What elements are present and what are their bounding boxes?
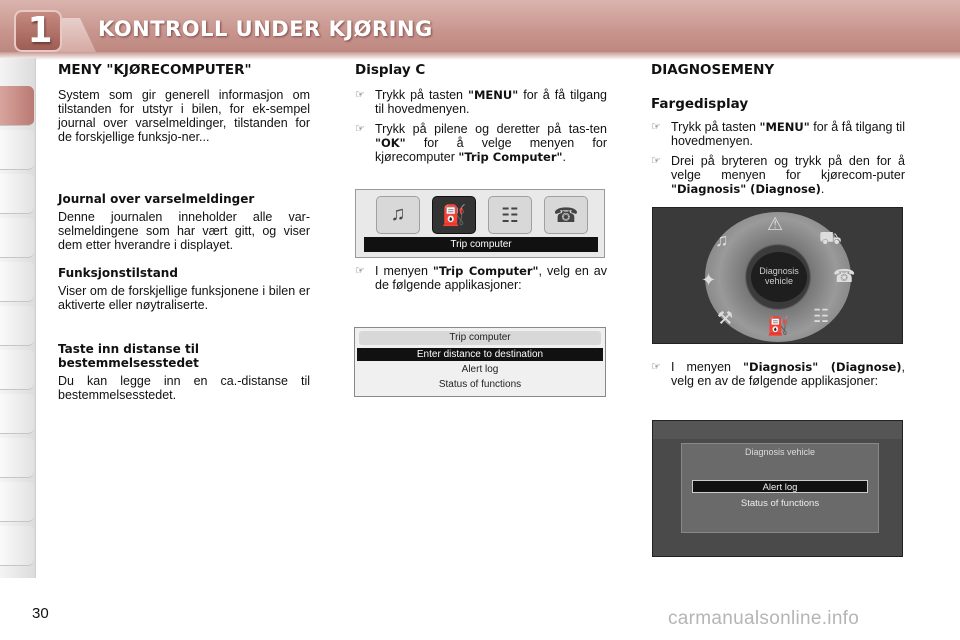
side-tab-1[interactable] [0, 86, 34, 126]
menu-settings-tile [488, 196, 532, 234]
trip-computer-menu-screen [354, 327, 606, 397]
display-c-selected-label: Trip computer [364, 237, 598, 252]
step2-ok-key: "OK" [375, 136, 406, 150]
diag-step3-diagnosis: "Diagnosis" (Diagnose) [743, 360, 902, 374]
diag-step3-text-b: , velg en av de følgende applikasjoner: [671, 360, 905, 388]
side-tab-10[interactable] [0, 482, 34, 522]
trip-menu-title: Trip computer [359, 331, 601, 345]
step2-text-a: Trykk på pilene og deretter på tas-ten [375, 122, 607, 136]
menu-fuel-tile [432, 196, 476, 234]
display-c-step-3 [355, 264, 607, 292]
side-tab-7[interactable] [0, 350, 34, 390]
step2-text-c: . [562, 150, 566, 164]
side-tab-4[interactable] [0, 218, 34, 258]
function-status-text: Viser om de forskjellige funksjonene i bilen er aktiverte eller nøytraliserte. [58, 284, 310, 312]
distance-title-line1: Taste inn distanse til [58, 342, 199, 356]
step2-text-b: for å velge menyen for kjørecomputer [375, 136, 607, 164]
diag-menu-item-status: Status of functions [740, 498, 820, 509]
diagnosis-menu-screen [652, 420, 903, 557]
side-tab-9[interactable] [0, 438, 34, 478]
wheel-center-label [751, 252, 807, 302]
diag-step1-text-a: Trykk på tasten [671, 120, 760, 134]
column-display-c [355, 62, 607, 170]
side-tab-2[interactable] [0, 130, 34, 170]
col1-heading: MENY "KJØRECOMPUTER" [58, 62, 252, 78]
menu-media-tile [376, 196, 420, 234]
col2-heading: Display C [355, 62, 426, 78]
pointing-hand-icon: ☞ [355, 265, 365, 277]
side-tab-6[interactable] [0, 306, 34, 346]
step2-trip-computer: "Trip Computer" [458, 150, 563, 164]
diag-step2-text-a: Drei på bryteren og trykk på den for å velge menyen for kjørecom-puter [671, 154, 905, 182]
diag-step2-text-b: . [820, 182, 825, 196]
phone-icon: ☎ [833, 266, 856, 286]
settings-sliders-icon: ☷ [813, 306, 830, 326]
header-fade [0, 52, 960, 60]
diag-menu-panel [681, 443, 879, 533]
page-title: KONTROLL UNDER KJØRING [98, 17, 433, 41]
car-icon: ⛟ [819, 228, 842, 248]
diag-menu-item-alert-log: Alert log [692, 480, 868, 493]
wheel-center-line1: Diagnosis [759, 266, 799, 276]
settings-sliders-icon: ☷ [501, 205, 519, 227]
pointing-hand-icon: ☞ [355, 89, 365, 101]
col1-intro: System som gir generell informasjon om tilstanden for utstyr i bilen, for ek-sempel journal over varselmeldinger, tilstanden for de forskjellige funksjo-ner... [58, 88, 310, 144]
function-status-title: Funksjonstilstand [58, 266, 178, 280]
watermark: carmanualsonline.info [668, 608, 860, 629]
trip-menu-item-alert-log: Alert log [461, 364, 499, 375]
alert-log-text: Denne journalen inneholder alle var-selmeldingene som har vært gitt, og viser dem etter hverandre i displayet. [58, 210, 310, 252]
diagnosis-step-3-wrap [651, 360, 905, 394]
display-c-step-2 [355, 122, 607, 164]
page-number: 30 [32, 605, 49, 622]
display-c-menu-screen [355, 189, 605, 258]
diag-step2-diagnosis: "Diagnosis" (Diagnose) [671, 182, 821, 196]
step1-menu-key: "MENU" [468, 88, 519, 102]
media-icon: ♫ [715, 230, 729, 250]
warning-triangle-icon: ⚠ [767, 214, 784, 234]
column-diagnosis-menu [651, 62, 905, 202]
diagnosis-wheel-screen [652, 207, 903, 344]
pointing-hand-icon: ☞ [651, 155, 661, 167]
side-tab-3[interactable] [0, 174, 34, 214]
pointing-hand-icon: ☞ [355, 123, 365, 135]
navigation-icon: ✦ [701, 270, 717, 290]
column-trip-computer-menu [58, 62, 310, 402]
distance-title-line2: bestemmelsesstedet [58, 356, 199, 370]
media-icon: ♫ [390, 203, 406, 225]
wheel-center-line2: vehicle [764, 276, 793, 286]
step1-text-a: Trykk på tasten [375, 88, 468, 102]
col3-heading: DIAGNOSEMENY [651, 62, 775, 78]
phone-icon: ☎ [553, 205, 579, 227]
diagnosis-step-3 [651, 360, 905, 388]
pointing-hand-icon: ☞ [651, 361, 661, 373]
diag-menu-title: Diagnosis vehicle [744, 447, 816, 457]
diag-status-bar [653, 421, 902, 439]
menu-phone-tile [544, 196, 588, 234]
diag-step1-text-b: for å få tilgang til hovedmenyen. [671, 120, 905, 148]
side-tab-8[interactable] [0, 394, 34, 434]
diagnosis-step-2 [651, 154, 905, 196]
diag-step1-menu-key: "MENU" [759, 120, 810, 134]
tools-icon: ⚒ [717, 308, 734, 328]
side-tab-11[interactable] [0, 526, 34, 566]
fuel-pump-icon: ⛽ [441, 205, 467, 227]
chapter-number: 1 [27, 10, 53, 51]
diagnosis-step-1 [651, 120, 905, 148]
alert-log-title: Journal over varselmeldinger [58, 192, 255, 206]
fuel-pump-icon: ⛽ [767, 316, 790, 336]
color-display-title: Fargedisplay [651, 96, 749, 112]
trip-menu-item-distance: Enter distance to destination [357, 348, 603, 361]
pointing-hand-icon: ☞ [651, 121, 661, 133]
display-c-step-1 [355, 88, 607, 116]
step3-trip-computer: "Trip Computer" [432, 264, 539, 278]
display-c-step-3-wrap [355, 264, 607, 298]
side-tab-5[interactable] [0, 262, 34, 302]
step3-text-b: , velg en av de følgende applikasjoner: [375, 264, 607, 292]
trip-menu-item-status: Status of functions [438, 379, 522, 390]
diag-step3-text-a: I menyen [671, 360, 744, 374]
chapter-badge [14, 10, 62, 52]
step1-text-b: for å få tilgang til hovedmenyen. [375, 88, 607, 116]
distance-text: Du kan legge inn en ca.-distanse til bestemmelsesstedet. [58, 374, 310, 402]
step3-text-a: I menyen [375, 264, 433, 278]
